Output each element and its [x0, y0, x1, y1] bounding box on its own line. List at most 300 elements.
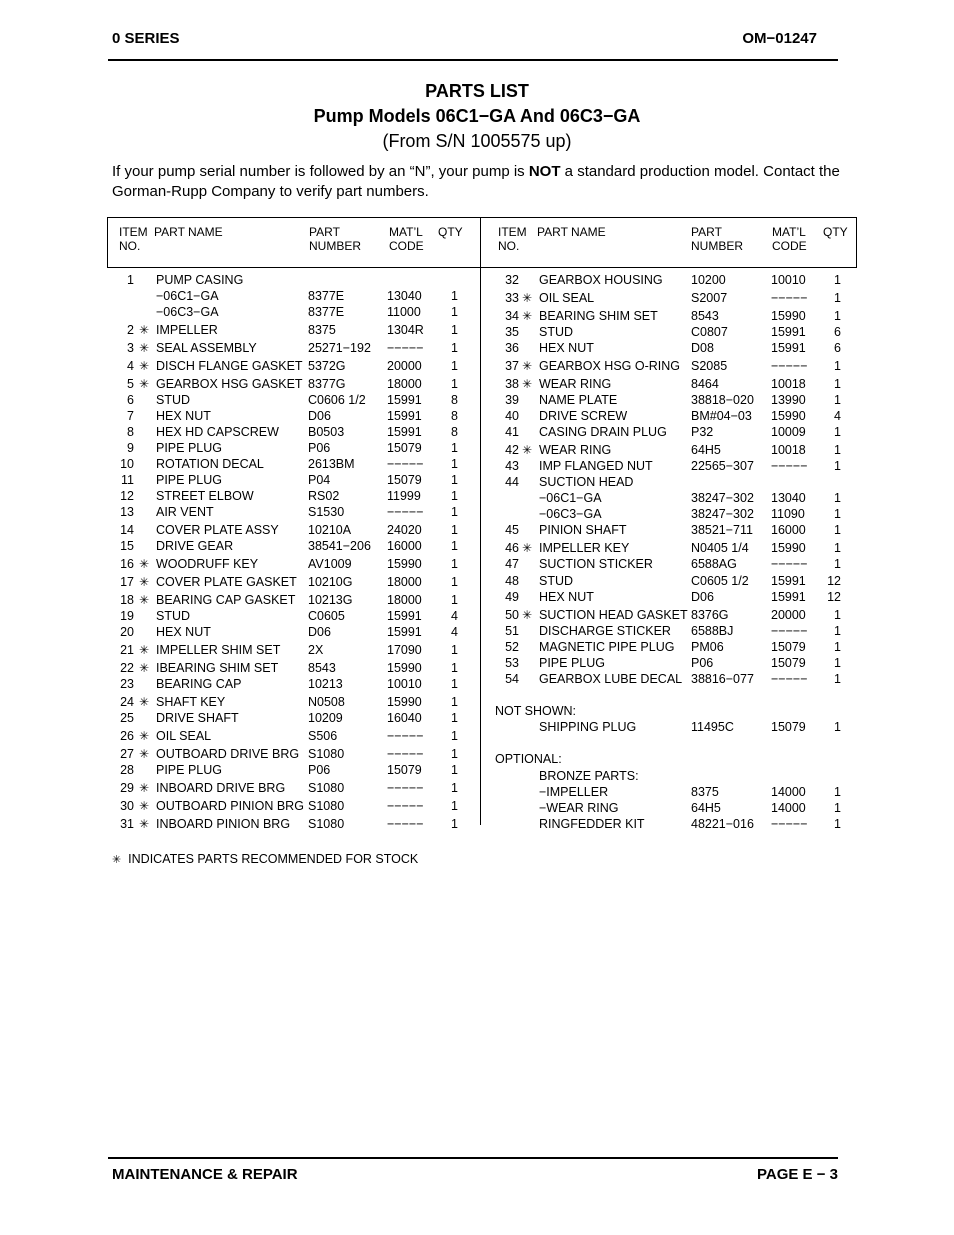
part-number: 38247−302	[691, 491, 754, 505]
material-code: 20000	[387, 359, 422, 373]
part-number: 6588BJ	[691, 624, 734, 638]
part-name: WEAR RING	[539, 377, 612, 391]
quantity: 1	[451, 557, 458, 571]
quantity: 1	[451, 677, 458, 691]
asterisk-icon: ✳	[139, 593, 150, 607]
material-code: 15991	[771, 590, 806, 604]
part-number: BM#04−03	[691, 409, 752, 423]
part-name: DRIVE SCREW	[539, 409, 628, 423]
item-number: 46	[505, 541, 519, 555]
item-number: 29	[120, 781, 134, 795]
part-name: PIPE PLUG	[539, 656, 605, 670]
item-number: 1	[127, 273, 134, 287]
part-name: GEARBOX HSG O-RING	[539, 359, 680, 373]
part-number: 8375	[308, 323, 336, 337]
header-item-right: ITEM NO.	[498, 225, 527, 253]
material-code: 15991	[387, 609, 422, 623]
header-rule	[108, 59, 838, 61]
part-name: IMPELLER SHIM SET	[156, 643, 281, 657]
material-code: 16040	[387, 711, 422, 725]
part-name: STREET ELBOW	[156, 489, 254, 503]
part-number: P06	[308, 763, 331, 777]
item-number: 45	[505, 523, 519, 537]
part-number: N0508	[308, 695, 345, 709]
part-name: RINGFEDDER KIT	[539, 817, 645, 831]
item-number: 2	[127, 323, 134, 337]
quantity: 1	[451, 305, 458, 319]
quantity: 1	[451, 377, 458, 391]
intro-bold: NOT	[528, 163, 561, 180]
asterisk-icon: ✳	[522, 291, 533, 305]
not-shown-label-text: NOT SHOWN:	[495, 704, 577, 718]
item-number: 36	[505, 341, 519, 355]
item-number: 25	[120, 711, 134, 725]
quantity: 1	[451, 457, 458, 471]
part-name: HEX NUT	[156, 625, 211, 639]
header-matl-right: MAT’L CODE	[772, 225, 807, 253]
part-name: WOODRUFF KEY	[156, 557, 259, 571]
part-name: SHIPPING PLUG	[539, 720, 637, 734]
quantity: 1	[834, 785, 841, 799]
part-name: STUD	[539, 325, 574, 339]
item-number: 44	[505, 475, 519, 489]
asterisk-icon: ✳	[139, 695, 150, 709]
part-number: 5372G	[308, 359, 346, 373]
part-name: NAME PLATE	[539, 393, 618, 407]
table-row	[0, 623, 954, 639]
quantity: 1	[834, 291, 841, 305]
material-code: 10018	[771, 443, 806, 457]
table-row	[0, 308, 954, 324]
quantity: 1	[451, 489, 458, 503]
item-number: 18	[120, 593, 134, 607]
section-label: MAINTENANCE & REPAIR	[112, 1166, 298, 1183]
material-code: 15991	[387, 409, 422, 423]
material-code: 15079	[771, 720, 806, 734]
part-number: 11495C	[691, 720, 734, 734]
part-number: 2X	[308, 643, 324, 657]
not-shown-label	[0, 703, 954, 719]
material-code: 13990	[771, 393, 806, 407]
part-name: −06C1−GA	[539, 491, 602, 505]
part-number: 38818−020	[691, 393, 754, 407]
table-row	[0, 458, 954, 474]
part-number: S1530	[308, 505, 345, 519]
table-row	[0, 522, 954, 538]
table-row	[0, 324, 954, 340]
asterisk-icon: ✳	[139, 359, 150, 373]
part-name: PIPE PLUG	[156, 763, 222, 777]
part-name: PUMP CASING	[156, 273, 244, 287]
item-number: 51	[505, 624, 519, 638]
item-number: 35	[505, 325, 519, 339]
intro-paragraph	[112, 162, 847, 202]
part-number: 64H5	[691, 801, 721, 815]
asterisk-icon: ✳	[139, 799, 150, 813]
part-number: PM06	[691, 640, 724, 654]
item-number: 6	[127, 393, 134, 407]
series-label: 0 SERIES	[112, 30, 180, 47]
part-name: SUCTION STICKER	[539, 557, 653, 571]
material-code: 17090	[387, 643, 422, 657]
table-row	[0, 408, 954, 424]
material-code: 15079	[387, 473, 422, 487]
material-code: 14000	[771, 785, 806, 799]
material-code: 18000	[387, 377, 422, 391]
item-number: 5	[127, 377, 134, 391]
part-number: 10200	[691, 273, 726, 287]
part-name: STUD	[539, 574, 574, 588]
table-row	[0, 607, 954, 623]
header-part-number-left: PART NUMBER	[309, 225, 362, 253]
part-name: GEARBOX LUBE DECAL	[539, 672, 683, 686]
material-code: −−−−−	[771, 557, 808, 571]
material-code: 18000	[387, 593, 422, 607]
quantity: 1	[834, 359, 841, 373]
item-number: 26	[120, 729, 134, 743]
material-code: 15990	[771, 541, 806, 555]
quantity: 1	[451, 799, 458, 813]
part-name: WEAR RING	[539, 443, 612, 457]
item-number: 12	[120, 489, 134, 503]
intro-text-after: a standard production model. Contact the Gorman-Rupp Company to verify part numbers.	[112, 163, 840, 200]
item-number: 31	[120, 817, 134, 831]
part-number: 48221−016	[691, 817, 754, 831]
part-name: PIPE PLUG	[156, 473, 222, 487]
part-number: 64H5	[691, 443, 721, 457]
material-code: 14000	[771, 801, 806, 815]
part-name: HEX NUT	[539, 341, 594, 355]
part-name: −IMPELLER	[539, 785, 609, 799]
part-number: 6588AG	[691, 557, 737, 571]
item-number: 37	[505, 359, 519, 373]
quantity: 1	[834, 491, 841, 505]
material-code: 15990	[771, 409, 806, 423]
part-name: CASING DRAIN PLUG	[539, 425, 667, 439]
part-number: P04	[308, 473, 331, 487]
quantity: 1	[451, 575, 458, 589]
table-row	[0, 768, 954, 784]
material-code: −−−−−	[387, 747, 424, 761]
part-number: 8377G	[308, 377, 346, 391]
quantity: 12	[827, 574, 841, 588]
part-name: BEARING CAP	[156, 677, 242, 691]
quantity: 1	[451, 593, 458, 607]
part-number: 8464	[691, 377, 719, 391]
asterisk-icon: ✳	[522, 377, 533, 391]
part-number: S1080	[308, 781, 345, 795]
part-name: PINION SHAFT	[539, 523, 627, 537]
asterisk-icon: ✳	[139, 747, 150, 761]
optional-label	[0, 751, 954, 767]
asterisk-icon: ✳	[139, 643, 150, 657]
part-name: HEX HD CAPSCREW	[156, 425, 279, 439]
header-matl-left: MAT’L CODE	[389, 225, 424, 253]
quantity: 1	[834, 459, 841, 473]
part-name: HEX NUT	[156, 409, 211, 423]
asterisk-icon: ✳	[139, 781, 150, 795]
footnote	[112, 852, 418, 866]
part-number: P06	[691, 656, 714, 670]
table-row	[0, 424, 954, 440]
quantity: 1	[834, 309, 841, 323]
part-name: IMPELLER KEY	[539, 541, 630, 555]
part-number: 2613BM	[308, 457, 355, 471]
footer-rule	[108, 1157, 838, 1159]
intro-text-before: If your pump serial number is followed by an “N”, your pump is	[112, 163, 529, 180]
quantity: 1	[451, 729, 458, 743]
item-number: 47	[505, 557, 519, 571]
part-name: HEX NUT	[539, 590, 594, 604]
quantity: 1	[834, 541, 841, 555]
part-number: 38521−711	[691, 523, 753, 537]
material-code: 10018	[771, 377, 806, 391]
material-code: 10010	[387, 677, 422, 691]
material-code: −−−−−	[771, 672, 808, 686]
material-code: 15990	[387, 695, 422, 709]
quantity: 1	[834, 523, 841, 537]
table-row	[0, 376, 954, 392]
quantity: 1	[451, 539, 458, 553]
material-code: 10010	[771, 273, 806, 287]
part-number: 38541−206	[308, 539, 371, 553]
part-number: 22565−307	[691, 459, 754, 473]
part-name: −06C1−GA	[156, 289, 219, 303]
asterisk-icon: ✳	[139, 661, 150, 675]
quantity: 1	[451, 473, 458, 487]
material-code: 15990	[387, 661, 422, 675]
material-code: 15079	[771, 640, 806, 654]
optional-label-text: OPTIONAL:	[495, 752, 562, 766]
header-part-name-right: PART NAME	[537, 225, 606, 239]
pump-models-title: Pump Models 06C1−GA And 06C3−GA	[313, 106, 641, 126]
part-name: SUCTION HEAD	[539, 475, 634, 489]
header-qty-right: QTY	[823, 225, 848, 239]
part-name: SEAL ASSEMBLY	[156, 341, 257, 355]
material-code: 15991	[387, 625, 422, 639]
material-code: 16000	[771, 523, 806, 537]
quantity: 1	[451, 341, 458, 355]
part-name: INBOARD DRIVE BRG	[156, 781, 286, 795]
part-number: 10213	[308, 677, 343, 691]
item-number: 49	[505, 590, 519, 604]
part-name: STUD	[156, 609, 191, 623]
part-name: DRIVE SHAFT	[156, 711, 239, 725]
part-number: D06	[308, 409, 331, 423]
table-row	[0, 392, 954, 408]
table-row	[0, 340, 954, 356]
material-code: 20000	[771, 608, 806, 622]
item-number: 19	[120, 609, 134, 623]
item-number: 54	[505, 672, 519, 686]
quantity: 8	[451, 425, 458, 439]
table-row	[0, 540, 954, 556]
part-name: GEARBOX HSG GASKET	[156, 377, 303, 391]
material-code: −−−−−	[387, 781, 424, 795]
table-row	[0, 800, 954, 816]
material-code: −−−−−	[387, 799, 424, 813]
item-number: 17	[120, 575, 134, 589]
item-number: 9	[127, 441, 134, 455]
table-row	[0, 655, 954, 671]
material-code: 15079	[771, 656, 806, 670]
quantity: 1	[834, 377, 841, 391]
item-number: 41	[505, 425, 519, 439]
asterisk-icon: ✳	[522, 443, 533, 457]
quantity: 1	[834, 608, 841, 622]
item-number: 22	[120, 661, 134, 675]
item-number: 15	[120, 539, 134, 553]
item-number: 34	[505, 309, 519, 323]
asterisk-icon: ✳	[139, 323, 150, 337]
part-number: S1080	[308, 817, 345, 831]
table-row	[0, 474, 954, 490]
item-number: 43	[505, 459, 519, 473]
part-name: −WEAR RING	[539, 801, 619, 815]
part-number: P32	[691, 425, 714, 439]
table-row	[0, 671, 954, 687]
part-name: MAGNETIC PIPE PLUG	[539, 640, 675, 654]
item-number: 40	[505, 409, 519, 423]
part-number: S1080	[308, 747, 345, 761]
quantity: 1	[834, 425, 841, 439]
quantity: 1	[451, 695, 458, 709]
part-number: C0605	[308, 609, 345, 623]
asterisk-icon: ✳	[139, 341, 150, 355]
quantity: 1	[834, 801, 841, 815]
part-number: 25271−192	[308, 341, 371, 355]
item-number: 11	[121, 473, 134, 487]
quantity: 1	[834, 817, 841, 831]
part-number: 8377E	[308, 289, 345, 303]
table-row	[0, 719, 954, 735]
part-name: −06C3−GA	[156, 305, 219, 319]
table-row	[0, 784, 954, 800]
header-part-name-left: PART NAME	[154, 225, 223, 239]
part-number: AV1009	[308, 557, 352, 571]
part-name: STUD	[156, 393, 191, 407]
part-number: 8543	[308, 661, 336, 675]
part-name: −06C3−GA	[539, 507, 602, 521]
header-qty-left: QTY	[438, 225, 463, 239]
part-name: SUCTION HEAD GASKET	[539, 608, 688, 622]
item-number: 13	[120, 505, 134, 519]
part-number: B0503	[308, 425, 345, 439]
asterisk-icon: ✳	[522, 541, 533, 555]
material-code: 15991	[387, 425, 422, 439]
quantity: 1	[451, 643, 458, 657]
item-number: 32	[505, 273, 519, 287]
part-name: INBOARD PINION BRG	[156, 817, 291, 831]
material-code: −−−−−	[771, 359, 808, 373]
table-row	[0, 358, 954, 374]
part-number: S2007	[691, 291, 728, 305]
part-number: D06	[691, 590, 714, 604]
quantity: 1	[451, 747, 458, 761]
part-name: OUTBOARD DRIVE BRG	[156, 747, 300, 761]
quantity: 6	[834, 325, 841, 339]
quantity: 1	[451, 661, 458, 675]
part-name: BEARING CAP GASKET	[156, 593, 296, 607]
part-name: IMPELLER	[156, 323, 218, 337]
material-code: 1304R	[387, 323, 424, 337]
quantity: 4	[451, 625, 458, 639]
header-item-left: ITEM NO.	[119, 225, 148, 253]
material-code: 24020	[387, 523, 422, 537]
material-code: 15991	[771, 325, 806, 339]
part-number: N0405 1/4	[691, 541, 749, 555]
item-number: 38	[505, 377, 519, 391]
item-number: 7	[127, 409, 134, 423]
item-number: 52	[505, 640, 519, 654]
material-code: −−−−−	[387, 457, 424, 471]
part-name: ROTATION DECAL	[156, 457, 264, 471]
quantity: 6	[834, 341, 841, 355]
table-row	[0, 816, 954, 832]
quantity: 1	[451, 441, 458, 455]
item-number: 48	[505, 574, 519, 588]
quantity: 1	[451, 763, 458, 777]
part-name: COVER PLATE GASKET	[156, 575, 297, 589]
part-name: DRIVE GEAR	[156, 539, 234, 553]
quantity: 1	[834, 624, 841, 638]
quantity: 1	[451, 289, 458, 303]
quantity: 1	[834, 640, 841, 654]
part-number: S506	[308, 729, 338, 743]
material-code: −−−−−	[771, 817, 808, 831]
item-number: 3	[127, 341, 134, 355]
asterisk-icon: ✳	[112, 854, 122, 866]
part-name: PIPE PLUG	[156, 441, 222, 455]
item-number: 10	[120, 457, 134, 471]
part-number: S2085	[691, 359, 728, 373]
material-code: 18000	[387, 575, 422, 589]
material-code: 13040	[387, 289, 422, 303]
quantity: 1	[451, 781, 458, 795]
quantity: 1	[834, 656, 841, 670]
material-code: 15990	[771, 309, 806, 323]
item-number: 21	[120, 643, 134, 657]
table-row	[0, 639, 954, 655]
quantity: 1	[834, 393, 841, 407]
item-number: 33	[505, 291, 519, 305]
table-row	[0, 290, 954, 306]
part-name: IMP FLANGED NUT	[539, 459, 653, 473]
quantity: 1	[451, 817, 458, 831]
material-code: −−−−−	[771, 459, 808, 473]
part-name: OIL SEAL	[156, 729, 212, 743]
part-name: AIR VENT	[156, 505, 214, 519]
material-code: −−−−−	[771, 624, 808, 638]
item-number: 27	[120, 747, 134, 761]
asterisk-icon: ✳	[139, 817, 150, 831]
part-name: DISCHARGE STICKER	[539, 624, 671, 638]
table-row	[0, 506, 954, 522]
material-code: 16000	[387, 539, 422, 553]
item-number: 42	[505, 443, 519, 457]
material-code: 13040	[771, 491, 806, 505]
part-name: SHAFT KEY	[156, 695, 226, 709]
part-number: 8377E	[308, 305, 345, 319]
asterisk-icon: ✳	[522, 359, 533, 373]
material-code: 11090	[771, 507, 805, 521]
material-code: 10009	[771, 425, 806, 439]
part-number: 38247−302	[691, 507, 754, 521]
asterisk-icon: ✳	[522, 309, 533, 323]
quantity: 4	[451, 609, 458, 623]
serial-range-title: (From S/N 1005575 up)	[382, 131, 572, 151]
item-number: 8	[127, 425, 134, 439]
